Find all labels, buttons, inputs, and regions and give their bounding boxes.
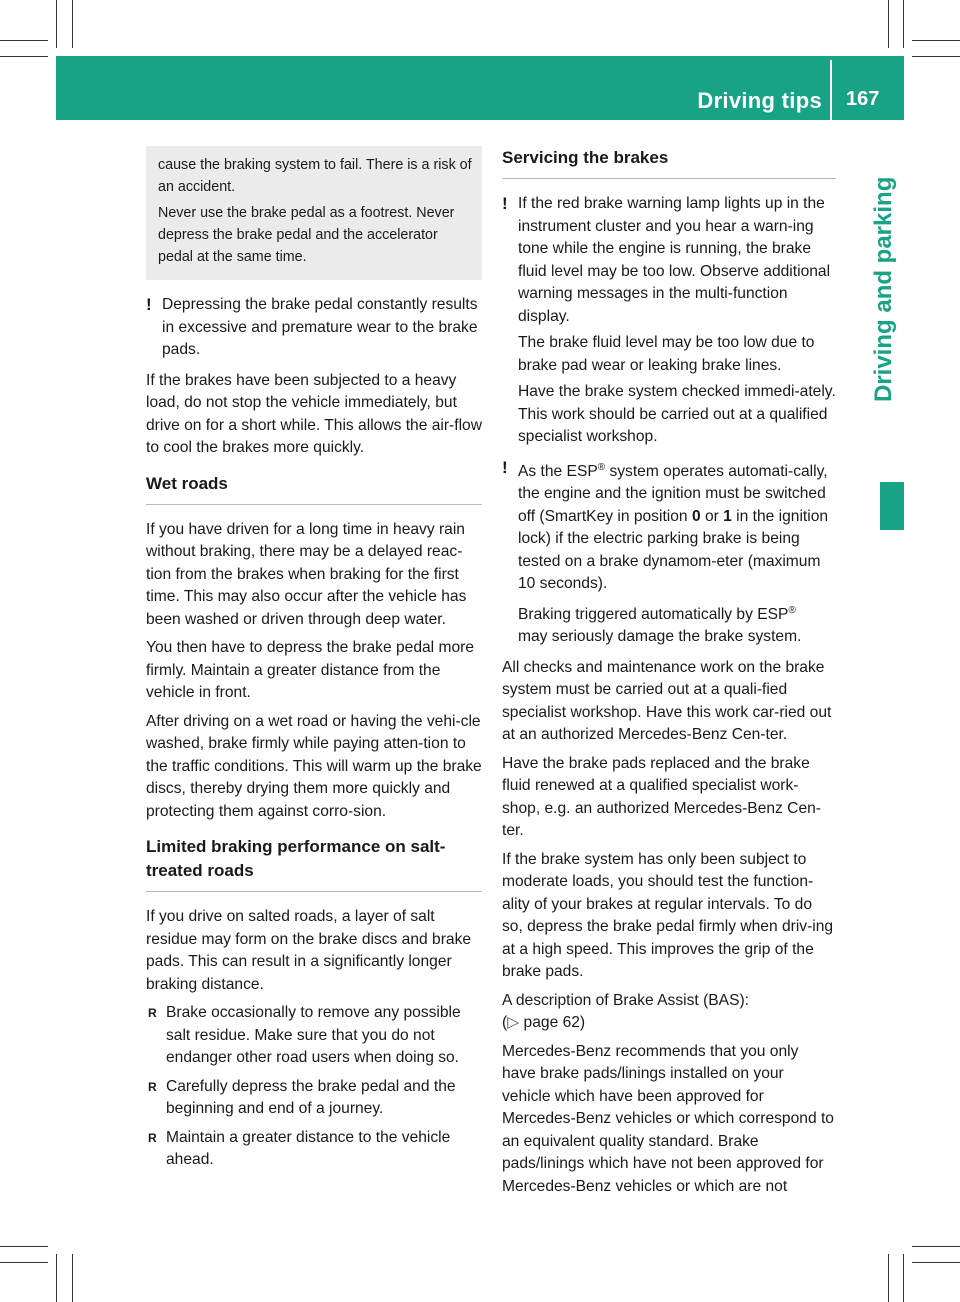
- section-heading: Servicing the brakes: [502, 146, 836, 179]
- paragraph: If you have driven for a long time in heavy rain without braking, there may be a delayed reac-tion from the brakes when braking for the first time. This may also occur after the vehicle has been washed or driven through deep water.: [146, 520, 467, 628]
- crop-mark: [888, 1254, 889, 1302]
- crop-mark: [56, 1254, 57, 1302]
- paragraph: All checks and maintenance work on the brake system must be carried out at a quali-fied specialist workshop. Have this work car-ried out at an authorized Mercedes-Benz Cen-ter.: [502, 658, 832, 744]
- crop-mark: [0, 1262, 48, 1263]
- list-item: R Maintain a greater distance to the vehicle ahead.: [146, 1127, 482, 1172]
- page-reference-link[interactable]: page 62: [523, 1014, 580, 1032]
- note-block: [502, 193, 836, 449]
- crop-mark: [912, 1246, 960, 1247]
- right-column: [502, 146, 836, 1204]
- registered-mark: ®: [788, 604, 796, 616]
- note-text: As the ESP® system operates automati-cally, the engine and the ignition must be switched off (SmartKey in position 0 or 1 in the ignition lock) if the electric parking brake is being tested on a brake dynamom-eter (maximum 10 seconds).: [518, 461, 829, 593]
- crop-mark: [72, 1254, 73, 1302]
- notice-icon: !: [502, 457, 508, 477]
- warning-box: [146, 146, 482, 280]
- note-text: Braking triggered automatically by ESP® may seriously damage the brake system.: [518, 604, 802, 646]
- crop-mark: [903, 1254, 904, 1302]
- crop-mark: [903, 0, 904, 48]
- section-heading: Wet roads: [146, 472, 482, 505]
- crop-mark: [0, 1246, 48, 1247]
- crop-mark: [912, 56, 960, 57]
- list-item: R Brake occasionally to remove any possible salt residue. Make sure that you do not endanger other road users when doing so.: [146, 1002, 482, 1070]
- chapter-label: Driving and parking: [870, 176, 897, 402]
- crop-mark: [912, 1262, 960, 1263]
- paragraph: If the brake system has only been subject to moderate loads, you should test the function-ality of your brakes at regular intervals. To do so, depress the brake pedal firmly when driv-ing at a high speed. This improves the grip of the brake pads.: [502, 850, 834, 981]
- section-heading: Limited braking performance on salt-treated roads: [146, 835, 482, 892]
- note-text: The brake fluid level may be too low due to brake pad wear or leaking brake lines.: [518, 334, 815, 374]
- note-text: Depressing the brake pedal constantly results in excessive and premature wear to the brake pads.: [162, 296, 478, 358]
- notice-icon: !: [502, 194, 508, 213]
- warning-text: Never use the brake pedal as a footrest. Never depress the brake pedal and the accelerator pedal at the same time.: [158, 205, 455, 265]
- crop-mark: [0, 56, 48, 57]
- note-text: If the red brake warning lamp lights up in the instrument cluster and you hear a warn-ing tone while the engine is running, the brake fluid level may be too low. Observe additional warning messages in the multi-function display.: [518, 195, 831, 325]
- crop-mark: [888, 0, 889, 48]
- paragraph: A description of Brake Assist (BAS): (▷ page 62): [502, 991, 750, 1032]
- crop-mark: [912, 40, 960, 41]
- bullet-list: [146, 1002, 482, 1172]
- list-item: R Carefully depress the brake pedal and the beginning and end of a journey.: [146, 1076, 482, 1121]
- paragraph: Mercedes-Benz recommends that you only have brake pads/linings installed on your vehicle which have been approved for Mercedes-Benz vehicles or which correspond to an equivalent quality standard. Brake pads/linings which have not been approved for Mercedes-Benz vehicles or which are not: [502, 1042, 834, 1195]
- registered-mark: ®: [597, 461, 606, 473]
- warning-text: cause the braking system to fail. There is a risk of an accident.: [158, 157, 472, 195]
- paragraph: After driving on a wet road or having the vehi-cle washed, brake firmly while paying atten-tion to the traffic conditions. This will warm up the brake discs, thereby drying them more quickly and protecting them against corro-sion.: [146, 712, 482, 820]
- note-block: [146, 294, 482, 362]
- note-block: [502, 457, 836, 649]
- paragraph: You then have to depress the brake pedal more firmly. Maintain a greater distance from the vehicle in front.: [146, 639, 474, 701]
- section-title: Driving tips: [697, 88, 822, 113]
- crop-mark: [72, 0, 73, 48]
- cross-reference-arrow-icon: ▷: [507, 1014, 520, 1032]
- crop-mark: [0, 40, 48, 41]
- header-divider: [830, 60, 832, 120]
- paragraph: If the brakes have been subjected to a heavy load, do not stop the vehicle immediately, but drive on for a short while. This allows the air-flow to cool the brakes more quickly.: [146, 371, 482, 456]
- note-text: Have the brake system checked immedi-ately. This work should be carried out at a qualified specialist workshop.: [518, 383, 836, 445]
- notice-icon: !: [146, 295, 152, 314]
- page-number: 167: [846, 88, 880, 110]
- crop-mark: [56, 0, 57, 48]
- paragraph: Have the brake pads replaced and the brake fluid renewed at a qualified specialist work-shop, e.g. an authorized Mercedes-Benz Cen-ter.: [502, 754, 821, 840]
- left-column: [146, 146, 482, 1178]
- paragraph: If you drive on salted roads, a layer of salt residue may form on the brake discs and brake pads. This can result in a significantly longer braking distance.: [146, 908, 472, 993]
- chapter-tab-marker: [880, 482, 904, 530]
